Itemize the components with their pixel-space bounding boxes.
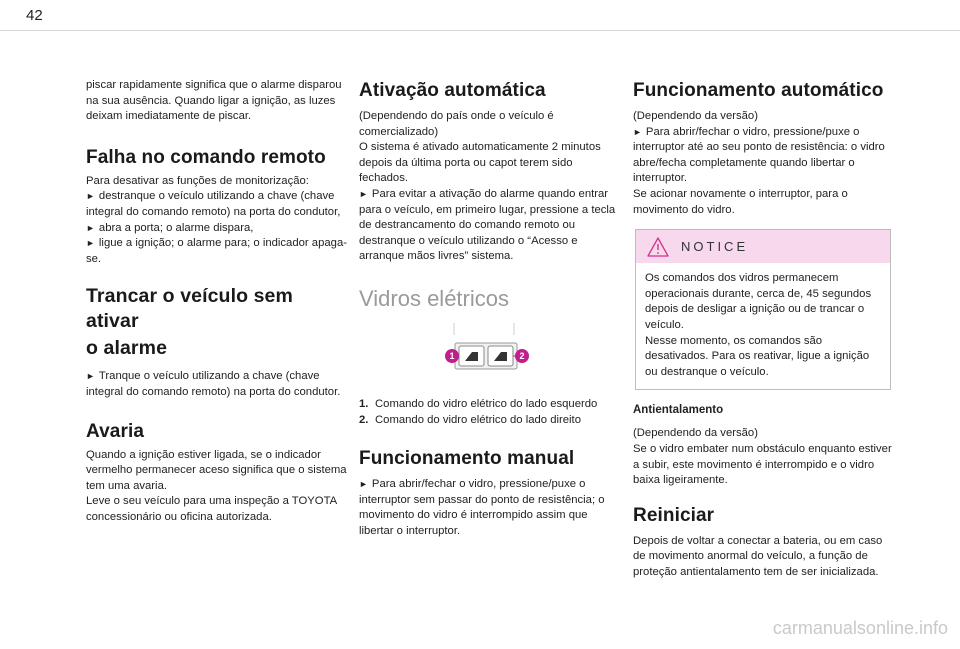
automatico-paragraph-2: Se acionar novamente o interruptor, para o movimento do vidro. [633,187,848,216]
heading-trancar-line1: Trancar o veículo sem ativar [86,285,293,333]
bullet-arrow-icon: ► [359,188,368,199]
page-number: 42 [26,7,43,24]
avaria-paragraph-1: Quando a ignição estiver ligada, se o indicador vermelho permanecer aceso significa que o sistema tem uma avaria. [86,448,347,492]
antientalamento-paragraph-2: Se o vidro embater num obstáculo enquanto estiver a subir, este movimento é interrompido e o vidro baixa ligeiramente. [633,442,892,487]
list-item: 1. Comando do vidro elétrico do lado esquerdo [359,397,598,410]
notice-header [636,230,890,263]
bullet-arrow-icon: ► [633,126,642,137]
heading-vidros-eletricos: Vidros elétricos [359,285,509,311]
notice-paragraph-1: Os comandos dos vidros permanecem operacionais durante, cerca de, 45 segundos depois de desligar a ignição ou de trancar o veículo. [645,272,872,331]
heading-avaria: Avaria [86,420,144,442]
heading-funcionamento-manual: Funcionamento manual [359,448,575,470]
heading-falha-comando-remoto: Falha no comando remoto [86,146,326,168]
bullet-arrow-icon: ► [86,222,95,233]
header-divider [0,30,960,31]
footer-watermark: carmanualsonline.info [772,618,948,638]
heading-reiniciar: Reiniciar [633,504,715,526]
falha-bullet-2: ► abra a porta; o alarme dispara, [86,221,254,234]
heading-trancar-line2: o alarme [86,337,168,360]
badge-1: 1 [445,349,459,363]
heading-funcionamento-automatico: Funcionamento automático [633,80,884,101]
window-controls-list [359,397,621,428]
notice-title: NOTICE [681,239,749,255]
column-right [633,78,895,580]
avaria-paragraph-2: Leve o seu veículo para uma inspeção a TOYOTA concessionário ou oficina autorizada. [86,495,337,523]
bullet-arrow-icon: ► [86,238,95,249]
window-switch-illustration [359,321,621,383]
badge-2: 2 [515,349,529,363]
heading-antientalamento: Antientalamento [633,404,724,417]
notice-body [636,263,890,389]
manual-bullet-1: ► Para abrir/fechar o vidro, pressione/puxe o interruptor sem passar do ponto de resistência; o movimento do vidro é interrompido assim que libertar o interruptor. [359,478,605,537]
antientalamento-paragraph-1: (Dependendo da versão) [633,427,758,440]
bullet-arrow-icon: ► [86,371,95,382]
reiniciar-paragraph: Depois de voltar a conectar a bateria, ou em caso de movimento anormal do veículo, a função de proteção antientalamento tem de ser inicializada. [633,534,883,578]
automatico-bullet-1: ► Para abrir/fechar o vidro, pressione/puxe o interruptor até ao seu ponto de resistência: o vidro abre/fecha completamente quando libertar o interruptor. [633,125,885,185]
heading-ativacao-automatica: Ativação automática [359,80,546,101]
list-item: 2. Comando do vidro elétrico do lado direito [359,413,581,426]
window-switches-icon [359,321,621,383]
warning-triangle-icon [647,237,669,257]
ativacao-paragraph-1: (Dependendo do país onde o veículo é comercializado) [359,110,554,138]
column-left [86,78,348,526]
falha-paragraph: Para desativar as funções de monitorização: [86,174,309,187]
notice-box [635,229,891,390]
ativacao-paragraph-2: O sistema é ativado automaticamente 2 minutos depois da última porta ou capot terem sido fechados. [359,141,601,185]
falha-bullet-1: ► destranque o veículo utilizando a chave (chave integral do comando remoto) na porta do condutor, [86,190,341,218]
bullet-arrow-icon: ► [86,191,95,202]
notice-paragraph-2: Nesse momento, os comandos são desativados. Para os reativar, ligue a ignição ou destranque o veículo. [645,334,870,378]
intro-paragraph: piscar rapidamente significa que o alarme disparou na sua ausência. Quando ligar a ignição, as luzes deixam imediatamente de piscar. [86,79,342,123]
automatico-paragraph-1: (Dependendo da versão) [633,110,758,122]
ativacao-bullet-1: ► Para evitar a ativação do alarme quando entrar para o veículo, em primeiro lugar, pressione a tecla de destrancamento do comando remoto ou destranque o veículo utilizando o “Acesso e arranque mãos livres” sistema. [359,187,616,263]
bullet-arrow-icon: ► [359,479,368,490]
trancar-bullet-1: ► Tranque o veículo utilizando a chave (chave integral do comando remoto) na porta do condutor. [86,370,341,398]
column-middle [359,78,621,540]
falha-bullet-3: ► ligue a ignição; o alarme para; o indicador apaga-se. [86,237,347,265]
